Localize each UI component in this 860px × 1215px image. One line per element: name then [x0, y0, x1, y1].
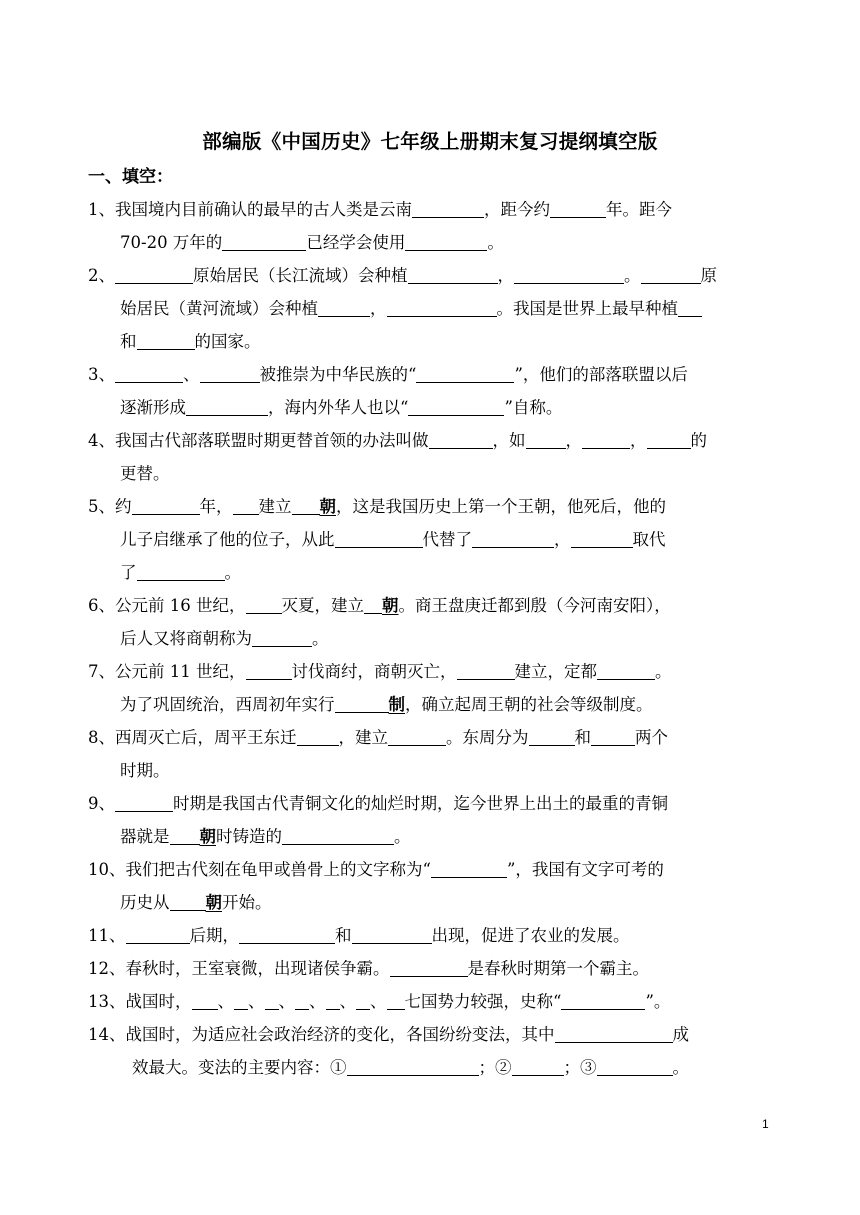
question-2-line-1: [88, 265, 717, 287]
blank[interactable]: [529, 728, 575, 746]
page-number: 1: [762, 1117, 769, 1131]
blank[interactable]: [132, 497, 200, 515]
text: ”自称。: [504, 398, 563, 417]
blank[interactable]: [335, 530, 423, 548]
blank[interactable]: [326, 992, 340, 1010]
text: 制: [388, 695, 405, 714]
question-10-line-2: [120, 892, 272, 914]
text: 儿子启继承了他的位子，从此: [120, 530, 335, 549]
question-1-line-1: [88, 199, 672, 221]
text: 成: [672, 1025, 689, 1044]
text: 。: [312, 629, 329, 648]
question-number: 4、: [88, 431, 115, 450]
text: 、: [278, 992, 295, 1011]
page-title: 部编版《中国历史》七年级上册期末复习提纲填空版: [202, 130, 658, 153]
question-number: 9、: [88, 794, 115, 813]
text: 和: [335, 926, 352, 945]
text: 的: [690, 431, 707, 450]
question-2-line-2: [120, 298, 702, 320]
blank[interactable]: [137, 332, 195, 350]
blank[interactable]: [408, 398, 504, 416]
text: 时铸造的: [216, 827, 282, 846]
blank[interactable]: [192, 992, 218, 1010]
blank[interactable]: [297, 728, 339, 746]
blank[interactable]: [571, 530, 633, 548]
text: 时期。: [120, 761, 170, 780]
text: ②: [495, 1058, 512, 1077]
text: 我国古代部落联盟时期更替首领的办法叫做: [115, 431, 429, 450]
blank[interactable]: [512, 1058, 564, 1076]
text: 、: [370, 992, 387, 1011]
question-5-line-1: [88, 496, 666, 518]
question-number: 14、: [88, 1025, 126, 1044]
question-11-line-1: [88, 925, 630, 947]
blank[interactable]: [388, 728, 446, 746]
text: 效最大。变法的主要内容：: [132, 1058, 330, 1077]
text: ，海内外华人也以“: [268, 398, 409, 417]
blank[interactable]: [295, 992, 309, 1010]
text: 逐渐形成: [120, 398, 186, 417]
blank[interactable]: [364, 596, 382, 614]
blank[interactable]: [234, 992, 248, 1010]
blank[interactable]: [318, 299, 370, 317]
question-10-line-1: [88, 859, 664, 881]
text: 约: [115, 497, 132, 516]
text: 为了巩固统治，西周初年实行: [120, 695, 335, 714]
question-5-line-2: [120, 529, 666, 551]
blank[interactable]: [597, 662, 655, 680]
text: 。: [224, 563, 241, 582]
question-number: 10、: [88, 860, 126, 879]
blank[interactable]: [429, 431, 493, 449]
text: 公元前 11 世纪，: [115, 662, 246, 681]
blank[interactable]: [472, 530, 554, 548]
text: 灭夏，建立: [281, 596, 364, 615]
text: 代替了: [422, 530, 472, 549]
blank[interactable]: [292, 497, 320, 515]
question-8-line-2: [120, 760, 170, 782]
text: 出现，促进了农业的发展。: [431, 926, 630, 945]
blank[interactable]: [514, 266, 624, 284]
blank[interactable]: [126, 926, 190, 944]
question-14-line-1: [88, 1024, 689, 1046]
question-6-line-2: [120, 628, 329, 650]
text: 已经学会使用: [306, 233, 406, 252]
text: ”，我国有文字可考的: [506, 860, 664, 879]
text: 我国境内目前确认的最早的古人类是云南: [115, 200, 412, 219]
text: 是春秋时期第一个霸主。: [467, 959, 649, 978]
text: 70-20 万年的: [120, 233, 223, 252]
question-4-line-2: [120, 463, 170, 485]
blank[interactable]: [641, 266, 701, 284]
text: 。商王盘庚迁都到殷（今河南安阳），: [398, 596, 671, 615]
blank[interactable]: [387, 992, 405, 1010]
text: 了: [120, 563, 137, 582]
text: ，: [497, 266, 514, 285]
blank[interactable]: [591, 728, 635, 746]
text: 朝: [205, 893, 222, 912]
question-4-line-1: [88, 430, 707, 452]
blank[interactable]: [170, 893, 206, 911]
blank[interactable]: [137, 563, 225, 581]
text: 和: [574, 728, 591, 747]
question-number: 12、: [88, 959, 126, 978]
text: 年。距今: [606, 200, 672, 219]
text: ，: [630, 431, 647, 450]
text: 战国时，: [125, 992, 192, 1011]
text: 原: [700, 266, 717, 285]
text: 朝: [319, 497, 336, 516]
text: 后人又将商朝称为: [120, 629, 252, 648]
text: ，距今约: [484, 200, 550, 219]
blank[interactable]: [561, 992, 645, 1010]
question-1-line-2: [120, 232, 504, 254]
blank[interactable]: [246, 662, 292, 680]
question-number: 6、: [88, 596, 115, 615]
blank[interactable]: [170, 827, 200, 845]
blank[interactable]: [115, 365, 183, 383]
text: 被推崇为中华民族的“: [259, 365, 417, 384]
blank[interactable]: [390, 959, 468, 977]
text: 后期，: [189, 926, 239, 945]
question-number: 5、: [88, 497, 115, 516]
text: 朝: [382, 596, 399, 615]
text: 始居民（黄河流域）会种植: [120, 299, 318, 318]
question-13-line-1: [88, 991, 670, 1013]
blank[interactable]: [233, 497, 259, 515]
text: 。我国是世界上最早种植: [496, 299, 678, 318]
text: ；: [478, 1058, 495, 1077]
text: 公元前 16 世纪，: [115, 596, 246, 615]
blank[interactable]: [597, 1058, 673, 1076]
question-2-line-3: [120, 331, 261, 353]
text: 、: [309, 992, 326, 1011]
text: 。: [655, 662, 672, 681]
text: 。东周分为: [446, 728, 529, 747]
blank[interactable]: [526, 431, 566, 449]
question-14-line-2: [132, 1057, 689, 1079]
blank[interactable]: [186, 398, 268, 416]
blank[interactable]: [387, 299, 497, 317]
blank[interactable]: [431, 860, 507, 878]
question-6-line-1: [88, 595, 671, 617]
blank[interactable]: [265, 992, 279, 1010]
text: 两个: [635, 728, 668, 747]
text: 西周灭亡后，周平王东迁: [115, 728, 297, 747]
question-number: 11、: [88, 926, 126, 945]
blank[interactable]: [246, 596, 282, 614]
blank[interactable]: [252, 629, 312, 647]
blank[interactable]: [282, 827, 394, 845]
blank[interactable]: [550, 200, 606, 218]
text: ”。: [645, 992, 671, 1011]
text: 的国家。: [194, 332, 261, 351]
text: 朝: [199, 827, 216, 846]
text: 更替。: [120, 464, 170, 483]
blank[interactable]: [335, 695, 389, 713]
text: ，: [370, 299, 387, 318]
text: 建立: [258, 497, 292, 516]
question-3-line-1: [88, 364, 688, 386]
text: 和: [120, 332, 137, 351]
question-12-line-1: [88, 958, 649, 980]
text: ，: [565, 431, 582, 450]
text: 。: [487, 233, 504, 252]
text: 开始。: [222, 893, 272, 912]
blank[interactable]: [416, 365, 514, 383]
blank[interactable]: [200, 365, 260, 383]
question-7-line-2: [120, 694, 653, 716]
text: 、: [339, 992, 356, 1011]
blank[interactable]: [647, 431, 691, 449]
text: 时期是我国古代青铜文化的灿烂时期，迄今世界上出土的最重的青铜: [173, 794, 668, 813]
text: 春秋时，王室衰微，出现诸侯争霸。: [125, 959, 390, 978]
question-number: 13、: [88, 992, 126, 1011]
blank[interactable]: [582, 431, 630, 449]
blank[interactable]: [412, 200, 484, 218]
text: 、: [248, 992, 265, 1011]
blank[interactable]: [347, 1058, 479, 1076]
text: 战国时，为适应社会政治经济的变化，各国纷纷变法，其中: [125, 1025, 555, 1044]
question-number: 1、: [88, 200, 115, 219]
question-number: 7、: [88, 662, 115, 681]
text: ，: [554, 530, 571, 549]
question-number: 2、: [88, 266, 115, 285]
text: 、: [217, 992, 234, 1011]
blank[interactable]: [405, 233, 487, 251]
text: 、: [183, 365, 200, 384]
text: 。: [624, 266, 641, 285]
text: ①: [330, 1058, 347, 1077]
question-7-line-1: [88, 661, 672, 683]
text: ”，他们的部落联盟以后: [514, 365, 688, 384]
question-8-line-1: [88, 727, 668, 749]
text: 器就是: [120, 827, 170, 846]
blank[interactable]: [457, 662, 515, 680]
blank[interactable]: [239, 926, 335, 944]
text: 原始居民（长江流域）会种植: [193, 266, 408, 285]
question-9-line-1: [88, 793, 668, 815]
text: ，这是我国历史上第一个王朝，他死后，他的: [336, 497, 666, 516]
text: 讨伐商纣，商朝灭亡，: [291, 662, 457, 681]
question-number: 8、: [88, 728, 115, 747]
text: 我们把古代刻在龟甲或兽骨上的文字称为“: [125, 860, 431, 879]
question-5-line-3: [120, 562, 241, 584]
blank[interactable]: [408, 266, 498, 284]
text: 取代: [632, 530, 666, 549]
text: 七国势力较强，史称“: [404, 992, 562, 1011]
blank[interactable]: [222, 233, 306, 251]
blank[interactable]: [115, 794, 173, 812]
blank[interactable]: [115, 266, 193, 284]
blank[interactable]: [356, 992, 370, 1010]
text: ，确立起周王朝的社会等级制度。: [405, 695, 653, 714]
text: ，如: [492, 431, 526, 450]
text: 年，: [199, 497, 233, 516]
text: ，建立: [338, 728, 388, 747]
question-3-line-2: [120, 397, 562, 419]
text: 。: [394, 827, 411, 846]
section-heading: 一、填空：: [88, 167, 173, 187]
text: ；: [563, 1058, 580, 1077]
blank[interactable]: [678, 299, 702, 317]
blank[interactable]: [555, 1025, 673, 1043]
blank[interactable]: [352, 926, 432, 944]
text: 历史从: [120, 893, 170, 912]
question-number: 3、: [88, 365, 115, 384]
text: 建立，定都: [514, 662, 597, 681]
text: 。: [672, 1058, 689, 1077]
text: ③: [580, 1058, 597, 1077]
question-9-line-2: [120, 826, 411, 848]
